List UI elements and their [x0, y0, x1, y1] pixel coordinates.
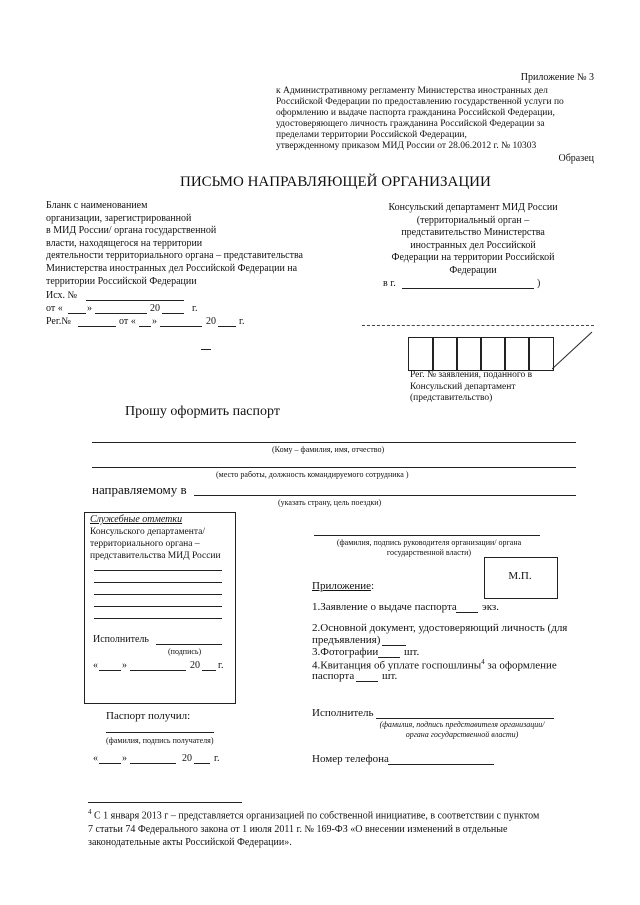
- phone-label: Номер телефона: [312, 753, 389, 765]
- reg-caption-line: Консульский департамент: [410, 381, 516, 392]
- service-executor-field[interactable]: [156, 644, 222, 645]
- year-suffix: г.: [214, 753, 220, 764]
- footnote-text: С 1 января 2013 г – представляется организацией по собственной инициативе, в соответствии с пунктом: [91, 810, 540, 822]
- year-suffix: г.: [239, 316, 245, 327]
- letterhead-line: власти, находящегося на территории: [46, 237, 203, 249]
- city-label: в г.: [383, 278, 396, 289]
- reg-caption-line: Рег. № заявления, поданного в: [410, 370, 533, 380]
- work-position-field[interactable]: [92, 467, 576, 468]
- work-position-caption: (место работы, должность командируемого сотрудника ): [216, 470, 409, 479]
- executor-caption-line: органа государственной власти): [405, 730, 519, 739]
- service-mark-line[interactable]: [94, 606, 222, 607]
- head-caption-line: (фамилия, подпись руководителя организации/ органа: [336, 538, 522, 547]
- recipient-line: иностранных дел Российской: [410, 239, 536, 251]
- date-quote: »: [122, 660, 127, 671]
- dotted-separator: [362, 325, 594, 326]
- attachments-title: [312, 580, 374, 592]
- date-from-label: от «: [119, 316, 136, 327]
- reg-year-field[interactable]: [218, 326, 236, 327]
- attachment-1-count[interactable]: [456, 612, 478, 613]
- executor-caption: [362, 720, 562, 740]
- sent-to-label: направляемому в: [92, 482, 187, 497]
- recipient-block: [368, 202, 578, 278]
- service-mark-line[interactable]: [94, 570, 222, 571]
- short-dash: [201, 349, 211, 350]
- reg-digit-box[interactable]: [504, 337, 530, 371]
- service-executor-label: Исполнитель: [93, 634, 149, 645]
- attachment-2-field[interactable]: [382, 645, 406, 646]
- letterhead-line: Министерства иностранных дел Российской Федерации на: [46, 262, 298, 274]
- executor-field[interactable]: [376, 718, 554, 719]
- service-org-line: территориального органа –: [90, 539, 200, 549]
- reg-digit-box[interactable]: [480, 337, 506, 371]
- attachment-4-rest: за оформление: [484, 659, 557, 672]
- footnote-line: 7 статьи 74 Федерального закона от 1 июля 2011 г. № 169-ФЗ «О внесении изменений в отдельные: [88, 823, 508, 835]
- appendix-number: Приложение № 3: [520, 72, 594, 83]
- footnote-separator: [88, 802, 242, 803]
- service-day-field[interactable]: [99, 670, 121, 671]
- attachment-1-unit: экз.: [482, 601, 500, 613]
- received-year-field[interactable]: [194, 763, 210, 764]
- attachment-4-count[interactable]: [356, 681, 378, 682]
- header-line: пределами территории Российской Федерации,: [276, 130, 467, 140]
- header-line: удостоверяющего личность гражданина Российской Федерации за: [276, 119, 545, 129]
- letterhead-line: территории Российской Федерации: [46, 275, 197, 287]
- passport-received-caption: (фамилия, подпись получателя): [106, 736, 214, 745]
- reg-number-field[interactable]: [78, 326, 116, 327]
- letterhead-line: в МИД России/ органа государственной: [46, 225, 217, 237]
- letterhead-line: деятельности территориального органа – представительства: [46, 250, 303, 262]
- reg-month-field[interactable]: [160, 326, 202, 327]
- attachment-2-continued: предъявления): [312, 634, 381, 646]
- head-caption-line: государственной власти): [386, 548, 472, 557]
- footnote-mark: 4: [88, 808, 92, 816]
- head-signature-field[interactable]: [314, 535, 540, 536]
- executor-caption-line: (фамилия, подпись представителя организации/: [379, 720, 545, 729]
- reg-digit-box[interactable]: [456, 337, 482, 371]
- date-quote: »: [152, 316, 157, 327]
- out-number-label: Исх. №: [46, 290, 78, 301]
- diagonal-stroke: [552, 330, 596, 370]
- reg-number-label: Рег.№: [46, 316, 71, 327]
- letterhead-line: Бланк с наименованием: [46, 200, 148, 211]
- reg-day-field[interactable]: [139, 326, 151, 327]
- service-marks-title: Служебные отметки: [90, 514, 183, 525]
- attachment-4-text: 4.Квитанция об уплате госпошлины: [312, 659, 482, 672]
- recipient-line: представительство Министерства: [401, 227, 545, 239]
- passport-received-field[interactable]: [106, 732, 214, 733]
- reg-digit-box[interactable]: [432, 337, 458, 371]
- recipient-line: (территориальный орган –: [416, 214, 530, 226]
- passport-received-label: Паспорт получил:: [106, 710, 191, 722]
- attachments-colon: :: [371, 580, 375, 592]
- attachment-4-unit: шт.: [382, 670, 398, 682]
- year-prefix: 20: [182, 753, 192, 764]
- recipient-line: Федерации на территории Российской: [391, 252, 555, 264]
- service-mark-line[interactable]: [94, 582, 222, 583]
- recipient-name-caption: (Кому – фамилия, имя, отчество): [272, 445, 385, 454]
- reg-box-caption: [410, 370, 532, 405]
- phone-field[interactable]: [388, 764, 494, 765]
- header-line: Российской Федерации по предоставлению государственной услуги по: [276, 97, 564, 107]
- date-quote: »: [87, 303, 92, 314]
- country-caption: (указать страну, цель поездки): [278, 498, 382, 507]
- attachment-3-unit: шт.: [404, 646, 420, 658]
- footnote: [88, 806, 539, 850]
- reg-caption-line: (представительство): [410, 393, 493, 403]
- reg-digit-box[interactable]: [408, 337, 434, 371]
- attachment-4-footnote-ref[interactable]: 4: [481, 658, 485, 666]
- out-month-field[interactable]: [95, 313, 147, 314]
- header-line: оформлению и выдаче паспорта гражданина Российской Федерации,: [276, 108, 555, 118]
- letterhead-line: организации, зарегистрированной: [46, 212, 192, 224]
- head-signature-caption: [322, 538, 536, 558]
- service-mark-line[interactable]: [94, 594, 222, 595]
- attachment-1: 1.Заявление о выдаче паспорта: [312, 601, 457, 613]
- year-prefix: 20: [150, 303, 160, 314]
- recipient-line: Консульский департамент МИД России: [388, 202, 558, 213]
- date-quote: »: [122, 753, 127, 764]
- signature-caption: (подпись): [168, 647, 202, 656]
- city-field[interactable]: [402, 288, 534, 289]
- reg-digit-box[interactable]: [528, 337, 554, 371]
- sample-label: Образец: [558, 153, 594, 164]
- footnote-line: законодательные акты Российской Федерации».: [88, 837, 292, 849]
- stamp-label: М.П.: [508, 570, 532, 582]
- attachments-title-text: Приложение: [312, 580, 372, 592]
- executor-label: Исполнитель: [312, 707, 374, 719]
- out-year-field[interactable]: [162, 313, 184, 314]
- header-line: к Административному регламенту Министерства иностранных дел: [276, 86, 548, 96]
- country-field[interactable]: [194, 495, 576, 496]
- recipient-name-field[interactable]: [92, 442, 576, 443]
- received-month-field[interactable]: [130, 763, 176, 764]
- out-day-field[interactable]: [68, 313, 86, 314]
- attachment-3: 3.Фотографии: [312, 646, 379, 658]
- year-prefix: 20: [190, 660, 200, 671]
- year-suffix: г.: [218, 660, 224, 671]
- page-title: ПИСЬМО НАПРАВЛЯЮЩЕЙ ОРГАНИЗАЦИИ: [180, 174, 491, 190]
- service-month-field[interactable]: [130, 670, 186, 671]
- service-year-field[interactable]: [202, 670, 216, 671]
- year-prefix: 20: [206, 316, 216, 327]
- date-quote: «: [93, 660, 98, 671]
- date-quote: «: [93, 753, 98, 764]
- out-number-field[interactable]: [86, 300, 184, 301]
- recipient-line: Федерации: [449, 264, 497, 276]
- city-close: ): [537, 278, 541, 289]
- received-day-field[interactable]: [99, 763, 121, 764]
- service-marks-org: [90, 526, 221, 562]
- letterhead-block: [46, 200, 303, 288]
- date-from-label: от «: [46, 303, 63, 314]
- service-org-line: Консульского департамента/: [90, 527, 205, 537]
- service-mark-line[interactable]: [94, 618, 222, 619]
- header-line: утвержденному приказом МИД России от 28.06.2012 г. № 10303: [276, 141, 537, 151]
- attachment-4-continued: паспорта: [312, 670, 355, 682]
- year-suffix: г.: [192, 303, 198, 314]
- footnote-line: [88, 806, 539, 823]
- attachment-2: 2.Основной документ, удостоверяющий личность (для: [312, 622, 568, 634]
- service-org-line: представительства МИД России: [90, 551, 221, 561]
- request-text: Прошу оформить паспорт: [125, 404, 280, 419]
